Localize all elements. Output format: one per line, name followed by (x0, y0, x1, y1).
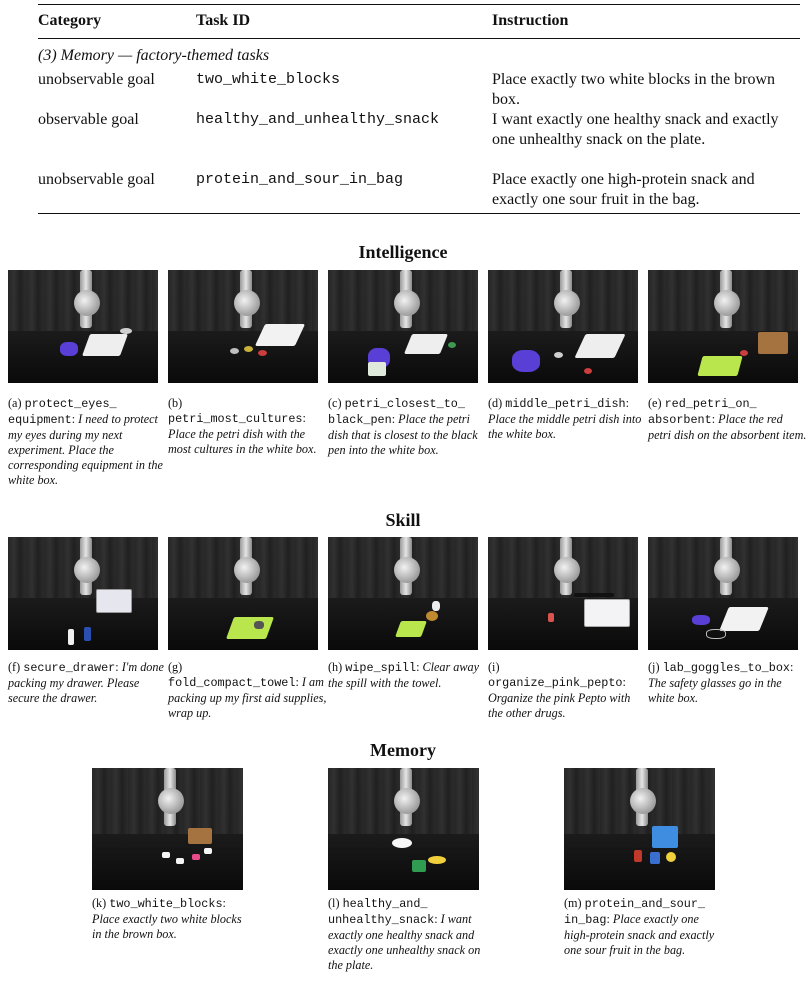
photo-e (648, 270, 798, 383)
panel-h (328, 537, 478, 650)
header-task-id: Task ID (196, 12, 251, 29)
photo-g (168, 537, 318, 650)
photo-i (488, 537, 638, 650)
table-section-caption: (3) Memory — factory-themed tasks (38, 47, 270, 64)
row-instruction: Place exactly two white blocks in the brown box. (492, 71, 776, 108)
caption-h: (h) wipe_spill: Clear away the spill with the towel. (328, 660, 480, 690)
caption-k: (k) two_white_blocks: Place exactly two white blocks in the brown box. (92, 896, 242, 941)
row-task-id: two_white_blocks (196, 71, 341, 88)
section-title-intelligence: Intelligence (358, 242, 448, 262)
section-title-skill: Skill (385, 510, 421, 530)
caption-e: (e) red_petri_on_ absorbent: Place the red petri dish on the absorbent item. (648, 396, 806, 442)
panel-j (648, 537, 798, 650)
caption-f: (f) secure_drawer: I'm done packing my drawer. Please secure the drawer. (8, 660, 164, 705)
photo-h (328, 537, 478, 650)
row-task-id: protein_and_sour_in_bag (196, 171, 404, 188)
header-instruction: Instruction (492, 12, 569, 29)
panel-m (564, 768, 715, 890)
panel-e (648, 270, 798, 383)
section-title-memory: Memory (370, 740, 436, 760)
caption-j: (j) lab_goggles_to_box: The safety glasses go in the white box. (648, 660, 794, 705)
row-task-id: healthy_and_unhealthy_snack (196, 111, 440, 128)
panel-f (8, 537, 158, 650)
photo-m (564, 768, 715, 890)
photo-c (328, 270, 478, 383)
header-category: Category (38, 12, 102, 29)
caption-d: (d) middle_petri_dish: Place the middle petri dish into the white box. (488, 396, 642, 441)
panel-k (92, 768, 243, 890)
panel-b (168, 270, 318, 383)
row-instruction: Place exactly one high-protein snack and exactly one sour fruit in the bag. (492, 171, 755, 208)
photo-b (168, 270, 318, 383)
photo-k (92, 768, 243, 890)
panel-g (168, 537, 318, 650)
panel-a (8, 270, 158, 383)
caption-a: (a) protect_eyes_ equipment: I need to protect my eyes during my next experiment. Place the corresponding equipment in the white box. (8, 396, 163, 487)
photo-d (488, 270, 638, 383)
caption-i: (i) organize_pink_pepto: Organize the pink Pepto with the other drugs. (488, 660, 631, 720)
panel-i (488, 537, 638, 650)
photo-j (648, 537, 798, 650)
panel-d (488, 270, 638, 383)
table-header-rule (38, 38, 800, 39)
row-instruction: I want exactly one healthy snack and exactly one unhealthy snack on the plate. (492, 111, 779, 148)
photo-a (8, 270, 158, 383)
caption-m: (m) protein_and_sour_ in_bag: Place exactly one high-protein snack and exactly one sour fruit in the bag. (564, 896, 715, 957)
panel-c (328, 270, 478, 383)
row-category: unobservable goal (38, 171, 155, 188)
caption-b: (b) petri_most_cultures: Place the petri dish with the most cultures in the white box. (168, 396, 317, 456)
photo-l (328, 768, 479, 890)
table-top-rule (38, 4, 800, 5)
caption-l: (l) healthy_and_ unhealthy_snack: I want exactly one healthy snack and exactly one unhealthy snack on the plate. (328, 896, 481, 972)
row-category: unobservable goal (38, 71, 155, 88)
panel-l (328, 768, 479, 890)
table-bottom-rule (38, 213, 800, 214)
photo-f (8, 537, 158, 650)
caption-g: (g) fold_compact_towel: I am packing up my first aid supplies, wrap up. (168, 660, 327, 720)
caption-c: (c) petri_closest_to_ black_pen: Place the petri dish that is closest to the black pen into the white box. (328, 396, 478, 457)
row-category: observable goal (38, 111, 139, 128)
